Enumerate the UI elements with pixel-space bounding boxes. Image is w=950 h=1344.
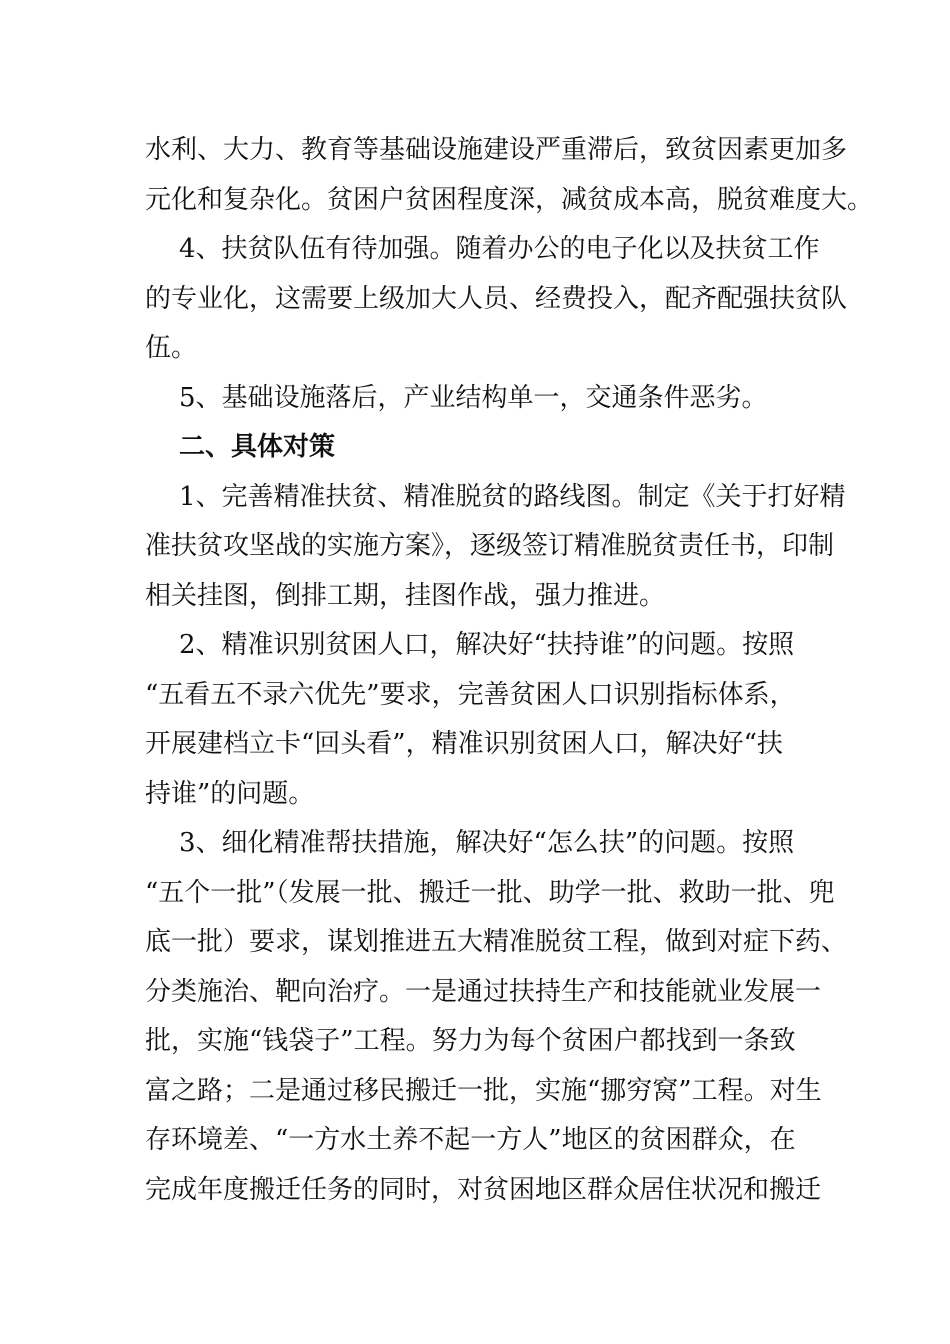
text-line: 批，实施“钱袋子”工程。努力为每个贫困户都找到一条致 — [145, 1026, 796, 1056]
text-line: 准扶贫攻坚战的实施方案》，逐级签订精准脱贫责任书，印制 — [145, 531, 835, 561]
paragraph-start-line: 5、基础设施落后，产业结构单一，交通条件恶劣。 — [179, 382, 768, 413]
document-body — [145, 126, 874, 1215]
text-line: 开展建档立卡“回头看”，精准识别贫困人口，解决好“扶 — [145, 729, 783, 759]
text-line: 持谁”的问题。 — [145, 778, 315, 809]
text-line: 存环境差、“一方水土养不起一方人”地区的贫困群众，在 — [145, 1125, 796, 1155]
section-heading: 二、具体对策 — [179, 432, 336, 462]
text-line: 的专业化，这需要上级加大人员、经费投入，配齐配强扶贫队 — [145, 283, 848, 314]
text-line: 富之路；二是通过移民搬迁一批，实施“挪穷窝”工程。对生 — [145, 1075, 822, 1106]
text-line: 元化和复杂化。贫困户贫困程度深，减贫成本高，脱贫难度大。 — [145, 184, 874, 215]
text-line: 相关挂图，倒排工期，挂图作战，强力推进。 — [145, 580, 666, 611]
text-line: 伍。 — [145, 333, 198, 363]
paragraph-start-line: 2、精准识别贫困人口，解决好“扶持谁”的问题。按照 — [179, 630, 795, 660]
text-line: “五个一批”（发展一批、搬迁一批、助学一批、救助一批、兜 — [145, 877, 835, 908]
paragraph-start-line: 1、完善精准扶贫、精准脱贫的路线图。制定《关于打好精 — [179, 481, 846, 512]
paragraph-start-line: 3、细化精准帮扶措施，解决好“怎么扶”的问题。按照 — [179, 828, 795, 858]
text-line: 水利、大力、教育等基础设施建设严重滞后，致贫因素更加多 — [145, 135, 848, 165]
text-line: 分类施治、靶向治疗。一是通过扶持生产和技能就业发展一 — [145, 976, 822, 1007]
paragraph-start-line: 4、扶贫队伍有待加强。随着办公的电子化以及扶贫工作 — [179, 234, 820, 264]
text-line: 完成年度搬迁任务的同时，对贫困地区群众居住状况和搬迁 — [145, 1174, 822, 1205]
text-line: 底一批）要求，谋划推进五大精准脱贫工程，做到对症下药、 — [145, 927, 848, 957]
text-line: “五看五不录六优先”要求，完善贫困人口识别指标体系， — [145, 679, 796, 710]
